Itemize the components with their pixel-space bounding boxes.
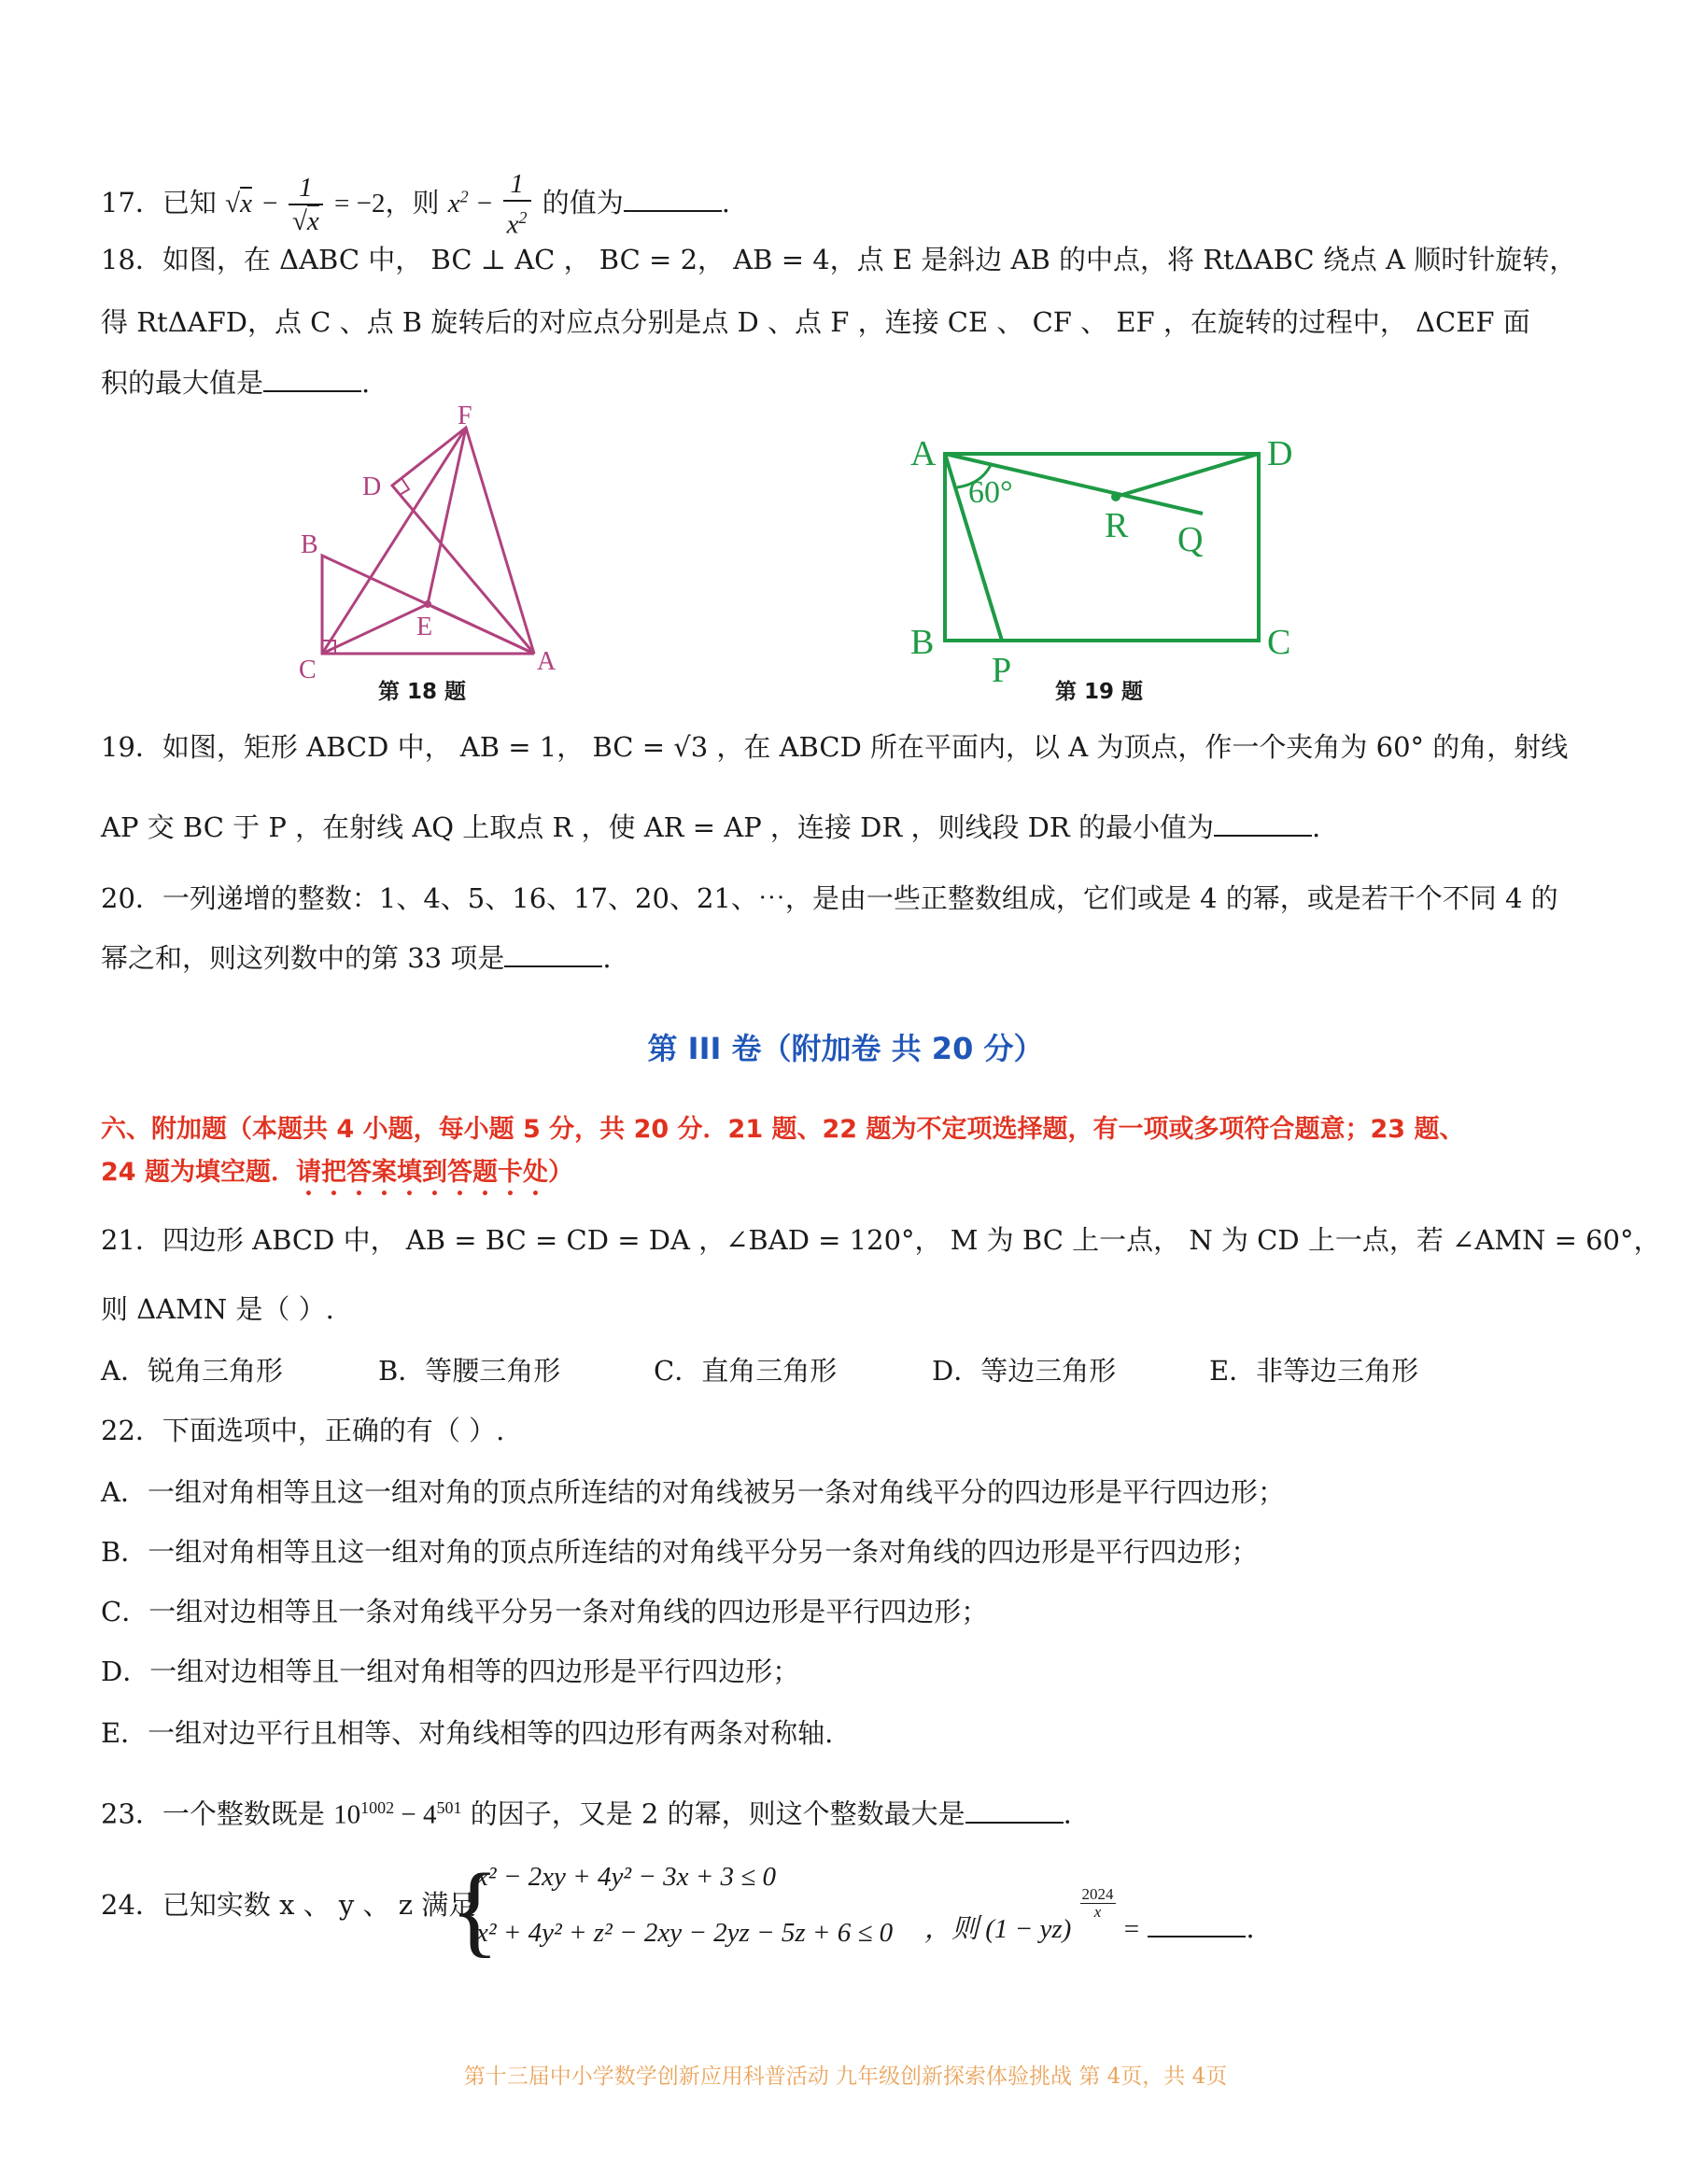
q22-option-d[interactable]: D．一组对边相等且一组对角相等的四边形是平行四边形；	[101, 1656, 800, 1687]
q21-option-b[interactable]: B．等腰三角形	[378, 1355, 561, 1387]
segment-EA	[428, 604, 534, 654]
q21-option-e[interactable]: E．非等边三角形	[1209, 1355, 1419, 1387]
q22-option-a[interactable]: A．一组对角相等且这一组对角的顶点所连结的对角线被另一条对角线平分的四边形是平行四边形；	[101, 1476, 1285, 1508]
section-title: 第 III 卷（附加卷 共 20 分）	[647, 1031, 1044, 1066]
part6-line-1: 六、附加题（本题共 4 小题，每小题 5 分，共 20 分．21 题、22 题为不定项选择题，有一项或多项符合题意；23 题、	[101, 1115, 1465, 1144]
answer-blank	[965, 1797, 1064, 1824]
figure-18	[280, 402, 588, 682]
question-21-line-1: 21．四边形 ABCD 中， AB = BC = CD = DA ，∠BAD = 120°， M 为 BC 上一点， N 为 CD 上一点，若 ∠AMN = 60°，	[101, 1224, 1661, 1256]
figure-19-caption: 第 19 题	[1055, 680, 1144, 704]
point-E	[424, 600, 431, 608]
q22-option-b[interactable]: B．一组对角相等且这一组对角的顶点所连结的对角线平分另一条对角线的四边形是平行四边形；	[101, 1536, 1259, 1568]
part6-line-2: 24 题为填空题．请把答案填到答题卡处）	[101, 1158, 573, 1187]
emphasis-text: 请把答案填到答题卡处	[295, 1158, 548, 1187]
question-18-line-1: 18．如图，在 ΔABC 中， BC ⊥ AC ， BC = 2， AB = 4，点 E 是斜边 AB 的中点，将 RtΔABC 绕点 A 顺时针旋转，	[101, 244, 1577, 275]
equation-2: x² + 4y² + z² − 2xy − 2yz − 5z + 6 ≤ 0	[476, 1918, 894, 1948]
answer-blank	[1148, 1911, 1246, 1937]
answer-blank	[1214, 810, 1312, 837]
label-Q: Q	[1177, 520, 1204, 559]
question-19-line-1: 19．如图，矩形 ABCD 中， AB = 1， BC = √3 ，在 ABCD 所在平面内，以 A 为顶点，作一个夹角为 60° 的角，射线	[101, 731, 1569, 763]
page-footer: 第十三届中小学数学创新应用科普活动 九年级创新探索体验挑战 第 4页，共 4页	[463, 2064, 1228, 2089]
q22-option-e[interactable]: E．一组对边平行且相等、对角线相等的四边形有两条对称轴.	[101, 1717, 834, 1749]
question-17: 17．已知 √x − $\frac{1}{√x}$ = −2，则 $x^2$ − $\frac{1}{x^2}$ 的值为 .	[101, 169, 730, 240]
question-21-line-2: 则 ΔAMN 是（ ）.	[101, 1293, 334, 1325]
label-C: C	[1267, 623, 1291, 662]
label-B: B	[910, 623, 935, 662]
segment-DR	[1116, 454, 1259, 497]
label-D: D	[1267, 434, 1293, 473]
answer-blank	[263, 366, 361, 392]
label-P: P	[992, 651, 1012, 690]
equation-1: x² − 2xy + 4y² − 3x + 3 ≤ 0	[476, 1862, 776, 1892]
point-R	[1111, 492, 1120, 501]
q21-option-c[interactable]: C．直角三角形	[654, 1355, 838, 1387]
label-B: B	[301, 530, 318, 559]
label-A: A	[537, 647, 557, 676]
exponent-fraction: $\frac{2024}{x}$	[1081, 1885, 1114, 1921]
question-20-line-1: 20．一列递增的整数：1、4、5、16、17、20、21、⋯，是由一些正整数组成，它们或是 4 的幂，或是若干个不同 4 的	[101, 882, 1558, 914]
system-brace: {	[450, 1853, 500, 1966]
fraction-1-over-sqrt-x: $\frac{1}{√x}$	[289, 172, 323, 237]
question-18-line-3: 积的最大值是 .	[101, 367, 371, 399]
question-18-line-2: 得 RtΔAFD，点 C 、点 B 旋转后的对应点分别是点 D 、点 F ，连接 CE 、 CF 、 EF ，在旋转的过程中， ΔCEF 面	[101, 306, 1530, 338]
label-A: A	[910, 434, 937, 473]
question-24-suffix: ，则 (1 − yz) $\frac{2024}{x}$ = .	[924, 1885, 1255, 1944]
question-23: 23．一个整数既是 $10^{1002} - 4^{501}$ 的因子，又是 2 的幂，则这个整数最大是 .	[101, 1797, 1072, 1830]
q21-option-d[interactable]: D．等边三角形	[932, 1355, 1117, 1387]
label-angle: 60°	[968, 475, 1013, 510]
figure-18-caption: 第 18 题	[378, 680, 467, 704]
question-20-line-2: 幂之和，则这列数中的第 33 项是 .	[101, 942, 612, 974]
figure-19	[901, 420, 1312, 691]
label-C: C	[299, 655, 317, 682]
question-19-line-2: AP 交 BC 于 P ，在射线 AQ 上取点 R ，使 AR = AP ，连接 DR ，则线段 DR 的最小值为 .	[101, 811, 1321, 843]
right-angle-D	[400, 478, 409, 495]
question-22-stem: 22．下面选项中，正确的有（ ）.	[101, 1415, 505, 1446]
answer-blank	[624, 186, 722, 212]
q21-option-a[interactable]: A．锐角三角形	[101, 1355, 283, 1387]
q22-option-c[interactable]: C．一组对边相等且一条对角线平分另一条对角线的四边形是平行四边形；	[101, 1596, 989, 1627]
fraction-1-over-x2: $\frac{1}{x^2}$	[503, 168, 531, 241]
question-24-prefix: 24．已知实数 x 、 y 、 z 满足	[101, 1889, 476, 1921]
label-F: F	[458, 402, 472, 430]
label-E: E	[416, 613, 433, 641]
label-R: R	[1105, 506, 1129, 545]
answer-blank	[504, 941, 602, 967]
sqrt-x: √x	[225, 188, 252, 218]
label-D: D	[362, 472, 382, 501]
